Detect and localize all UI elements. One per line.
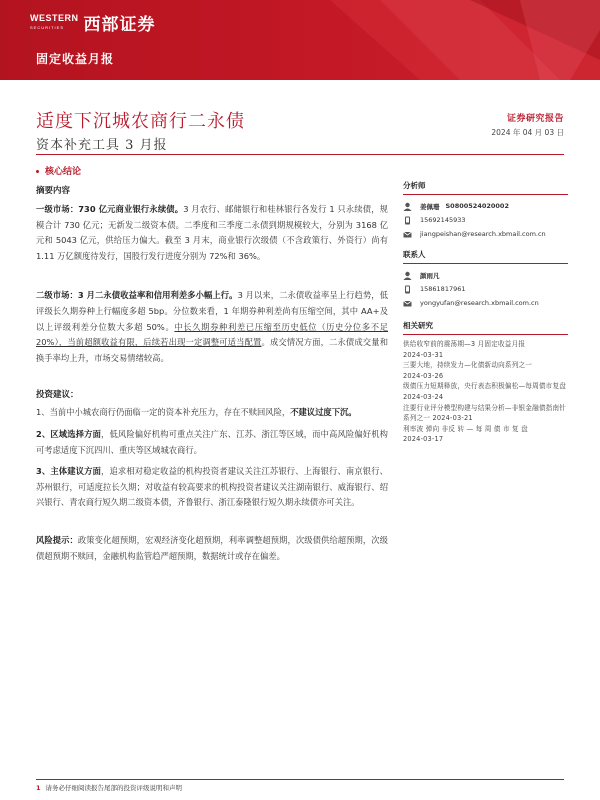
primary-market-paragraph <box>36 202 388 264</box>
core-heading <box>36 164 81 177</box>
analyst-email[interactable]: jiangpeishan@research.xbmail.com.cn <box>420 230 546 238</box>
primary-market-text: 3 月农行、邮储银行和桂林银行各发行 1 只永续债，规模合计 730 亿元；无新发二级资本债。二季度和三季度二永债到期规模较大，分别为 3168 亿元和 5043 亿元，供给压力偏大。截至 3 月末，商业银行次级债（不含政策行、外资行）尚有 1.11 万亿额度待发行，国股行发行进度分别为 72%和 36%。 <box>36 204 388 261</box>
invest-item-2-bold: 2、区域选择方面 <box>36 428 102 439</box>
banner-title: 固定收益月报 <box>36 52 115 66</box>
header-banner <box>0 0 600 80</box>
related-item[interactable]: 级债压力短期释放，央行表态积极偏松—每周债市复盘 2024-03-24 <box>403 382 567 401</box>
analyst-divider <box>403 194 568 195</box>
logo-cn: 西部证券 <box>83 15 156 35</box>
report-subtitle: 资本补充工具 3 月报 <box>36 138 168 153</box>
footer-divider <box>36 779 564 780</box>
logo-en-sub: SECURITIES <box>30 24 65 30</box>
analyst-phone: 15692145933 <box>420 216 466 224</box>
report-title: 适度下沉城农商行二永债 <box>36 111 245 132</box>
person-icon <box>403 202 412 211</box>
analyst-heading: 分析师 <box>403 181 426 190</box>
main-content <box>36 184 388 564</box>
invest-item-3 <box>36 464 388 511</box>
secondary-market-tail: 。成交情况方面，二永债成交量和换手率均上升，市场交易情绪较高。 <box>36 337 388 363</box>
invest-item-2 <box>36 427 388 458</box>
secondary-market-text: 3 月以来，二永债收益率呈上行趋势，低评级长久期券种上行幅度多超 5bp。分位数来看，1 年期券种利差尚有压缩空间，其中 AA+及以上评级利差分位数大多超 50%。 <box>36 290 388 332</box>
footer <box>36 783 182 792</box>
contact-divider <box>403 263 568 264</box>
related-list <box>403 339 568 445</box>
analyst-name-row <box>403 199 568 213</box>
related-divider <box>403 334 568 335</box>
footer-text: 请务必仔细阅读报告尾部的投资评级说明和声明 <box>45 784 183 792</box>
risk-text: 政策变化超预期，宏观经济变化超预期，利率调整超预期，次级债供给超预期，次级债超预期不赎回，金融机构监管趋严超预期，数据统计或存在偏差。 <box>36 534 388 561</box>
phone-icon <box>403 285 412 294</box>
sidebar <box>403 180 568 445</box>
contact-email[interactable]: yongyufan@research.xbmail.com.cn <box>420 299 539 307</box>
primary-market-heading: 一级市场：730 亿元商业银行永续债。 <box>36 204 184 214</box>
invest-label: 投资建议： <box>36 390 79 401</box>
analyst-name: 姜佩珊 <box>420 202 440 211</box>
analyst-email-row[interactable] <box>403 227 568 241</box>
page-number: 1 <box>36 784 41 792</box>
mail-icon <box>403 299 412 308</box>
report-date: 2024 年 04 月 03 日 <box>491 128 564 137</box>
analyst-cert: S0800524020002 <box>445 202 509 210</box>
contact-name: 颜雨凡 <box>420 271 440 280</box>
company-logo <box>30 10 156 35</box>
invest-item-3-text: ，追求相对稳定收益的机构投资者建议关注江苏银行、上海银行、南京银行、苏州银行，可适度拉长久期；对收益有较高要求的机构投资者建议关注湖南银行、威海银行、绍兴银行、青农商行短久期二级资本债，齐鲁银行、浙江泰隆银行短久期永续债亦可关注。 <box>36 466 388 508</box>
related-item: 2024-03-26 <box>403 371 444 380</box>
phone-icon <box>403 216 412 225</box>
related-heading: 相关研究 <box>403 321 433 330</box>
risk-paragraph <box>36 533 388 564</box>
related-item: 2024-03-17 <box>403 435 444 444</box>
related-item[interactable]: 利率波 弹向 非反 转 — 每 周 债 市 复 盘 <box>403 424 528 433</box>
report-type: 证券研究报告 <box>506 114 564 124</box>
logo-en: WESTERN <box>30 12 79 23</box>
contact-email-row[interactable] <box>403 296 568 310</box>
contact-phone: 15861817961 <box>420 285 466 293</box>
analyst-phone-row <box>403 213 568 227</box>
person-icon <box>403 271 412 280</box>
contact-phone-row <box>403 282 568 296</box>
related-item[interactable]: 注要行业评分模型构建与结果分析—非银金融债指南针系列之一 2024-03-21 <box>403 403 567 423</box>
related-item[interactable]: 三要大地，持续发力—化债新动向系列之一 <box>403 361 533 370</box>
secondary-market-underlined: 中长久期券种利差已压缩至历史低位（历史分位多不足 20%），当前超额收益有限，后续若出现一定调整可适当配置 <box>36 321 388 348</box>
secondary-market-heading: 二级市场：3 月二永债收益率和信用利差多小幅上行。 <box>36 290 238 301</box>
core-heading-text: 核心结论 <box>45 167 82 177</box>
related-item[interactable]: 供给收窄前的震荡期—3 月固定收益月报 <box>403 340 526 348</box>
contact-name-row <box>403 268 568 282</box>
secondary-market-paragraph <box>36 288 388 366</box>
bullet-icon <box>36 170 39 173</box>
mail-icon <box>403 230 412 239</box>
contact-heading: 联系人 <box>403 250 426 259</box>
risk-heading: 风险提示： <box>36 534 78 545</box>
invest-item-1-text: 1、当前中小城农商行仍面临一定的资本补充压力，存在不赎回风险， <box>36 407 291 418</box>
invest-item-2-text: ，低风险偏好机构可重点关注广东、江苏、浙江等区域，而中高风险偏好机构可考虑适度下沉四川、重庆等区域城农商行。 <box>36 428 388 455</box>
related-item: 2024-03-31 <box>403 350 444 359</box>
summary-label: 摘要内容 <box>36 186 71 196</box>
title-divider <box>36 154 564 155</box>
invest-item-1-bold: 不建议过度下沉。 <box>290 407 357 418</box>
invest-item-1 <box>36 405 388 421</box>
invest-item-3-bold: 3、主体建议方面 <box>36 466 102 477</box>
